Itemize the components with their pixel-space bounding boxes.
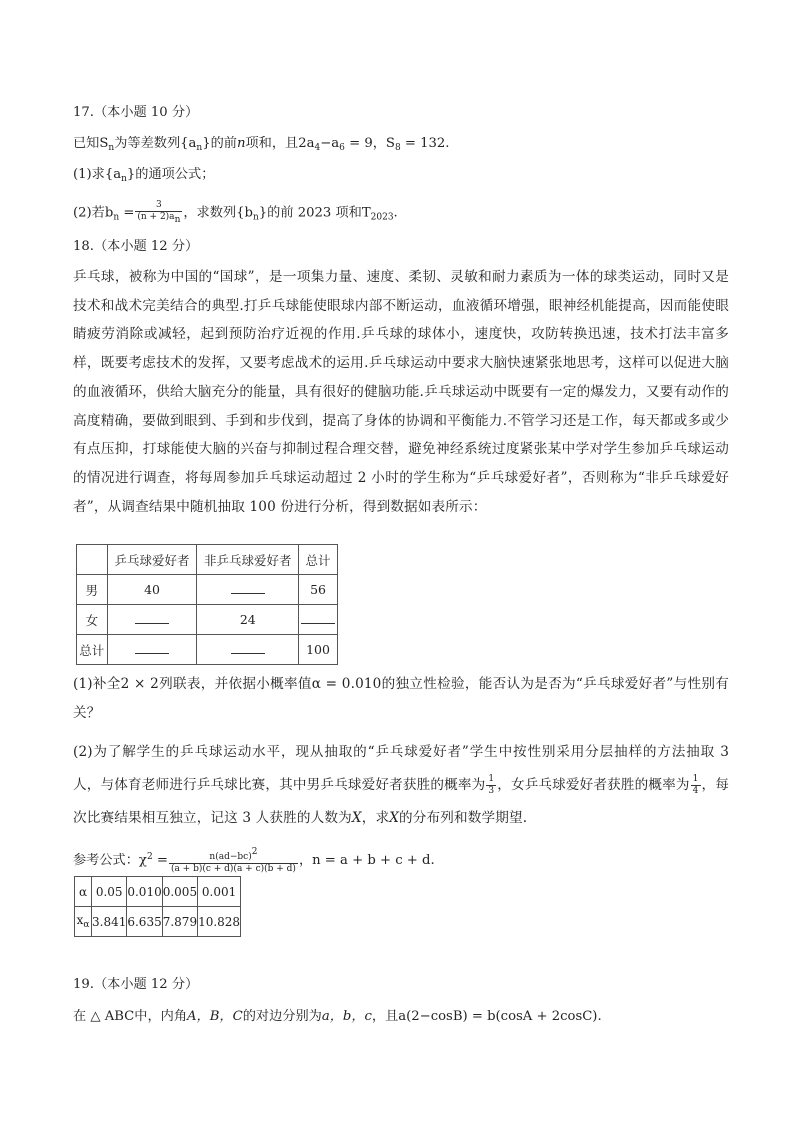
table-cell: 男 xyxy=(77,575,108,605)
table-cell: 6.635 xyxy=(127,907,162,937)
table-row xyxy=(77,575,338,605)
table-cell: 总计 xyxy=(77,635,108,665)
table-blank-cell xyxy=(197,635,299,665)
table-row xyxy=(75,877,241,907)
q17-stem: 已知$S_n$为等差数列$\{a_n\}$的前n项和，且$2a_4-a_6 = 9$，$S_8 = 132$. xyxy=(73,136,450,153)
q19-stem: 在 △ ABC中，内角A，B，C的对边分别为a，b，c，且a(2−cosB) = b(cosA + 2cosC). xyxy=(73,1009,602,1024)
table-row xyxy=(75,907,241,937)
table-cell: 非乒乓球爱好者 xyxy=(197,545,299,575)
q17-part1: (1)求$\{a_n\}$的通项公式； xyxy=(73,167,215,184)
q19-header: 19.（本小题 12 分） xyxy=(73,977,199,992)
fraction-one-third: $\frac{1}{3}$ xyxy=(488,774,495,796)
table-cell: 40 xyxy=(107,575,197,605)
reference-formula: 参考公式：$\chi^2$ = $\frac{n(ad-bc)^2}{(a + b)(c + d)(a + c)(b + d)}$ ，n = a + b + c + d. xyxy=(73,846,435,874)
table-cell: 7.879 xyxy=(162,907,197,937)
table-header-row xyxy=(77,545,338,575)
fill-blank xyxy=(135,643,169,654)
table-cell: $x_\alpha$ xyxy=(75,907,92,937)
table-cell: 56 xyxy=(299,575,338,605)
table-blank-cell xyxy=(197,575,299,605)
q18-part1: (1)补全2 × 2列联表，并依据小概率值α = 0.010的独立性检验，能否认为是否为“乒乓球爱好者”与性别有关？ xyxy=(73,676,729,721)
q17-part2: (2)若$b_n$ = $\frac{3}{(n + 2)a_n}$ ，求数列$\{b_n\}$的前 2023 项和$T_{2023}$. xyxy=(73,200,398,225)
table-cell: 3.841 xyxy=(92,907,127,937)
table-blank-cell xyxy=(107,635,197,665)
table-cell: α xyxy=(75,877,92,907)
table-cell: 0.010 xyxy=(127,877,162,907)
q18-paragraph: 乒乓球，被称为中国的“国球”，是一项集力量、速度、柔韧、灵敏和耐力素质为一体的球类运动，同时又是技术和战术完美结合的典型.打乒乓球能使眼球内部不断运动，血液循环增强，眼神经机能提高，因而能使眼睛疲劳消除或减轻，起到预防治疗近视的作用.乒乓球的球体小，速度快，攻防转换迅速，技术打法丰富多样，既要考虑技术的发挥，又要考虑战术的运用.乒乓球运动中要求大脑快速紧张地思考，这样可以促进大脑的血液循环，供给大脑充分的能量，具有很好的健脑功能.乒乓球运动中既要有一定的爆发力，又要有动作的高度精确，要做到眼到、手到和步伐到，提高了身体的协调和平衡能力.不管学习还是工作，每天都或多或少有点压抑，打球能使大脑的兴奋与抑制过程合理交替，避免神经系统过度紧张某中学对学生参加乒乓球运动的情况进行调查，将每周参加乒乓球运动超过 2 小时的学生称为“乒乓球爱好者”，否则称为“非乒乓球爱好者”，从调查结果中随机抽取 100 份进行分析，得到数据如表所示： xyxy=(73,269,729,515)
q17-fraction: $\frac{3}{(n + 2)a_n}$ xyxy=(137,200,181,225)
table-cell: 乒乓球爱好者 xyxy=(107,545,197,575)
fill-blank xyxy=(231,583,265,594)
table-cell: 0.001 xyxy=(198,877,241,907)
table-cell: 女 xyxy=(77,605,108,635)
table-cell: 总计 xyxy=(299,545,338,575)
table-cell: 0.005 xyxy=(162,877,197,907)
fill-blank xyxy=(231,643,265,654)
table-cell: 24 xyxy=(197,605,299,635)
table-cell: 10.828 xyxy=(198,907,241,937)
table-blank-cell xyxy=(107,605,197,635)
fill-blank xyxy=(135,613,169,624)
q18-header: 18.（本小题 12 分） xyxy=(73,239,199,254)
table-cell xyxy=(77,545,108,575)
critical-value-table xyxy=(74,876,241,937)
table-blank-cell xyxy=(299,605,338,635)
table-row xyxy=(77,635,338,665)
table-cell: 100 xyxy=(299,635,338,665)
chi-square-fraction: $\frac{n(ad-bc)^2}{(a + b)(c + d)(a + c)(b + d)}$ xyxy=(170,846,296,874)
q18-part2: (2)为了解学生的乒乓球运动水平，现从抽取的“乒乓球爱好者”学生中按性别采用分层抽样的方法抽取 3 人，与体育老师进行乒乓球比赛，其中男乒乓球爱好者获胜的概率为 $\frac{1}{3}$ ，女乒乓球爱好者获胜的概率为 $\frac{1}{4}$ ，每次比赛结果相互独立，记这 3 人获胜的人数为X，求X的分布列和数学期望. xyxy=(73,744,730,826)
q17-header: 17.（本小题 10 分） xyxy=(73,105,199,120)
contingency-table xyxy=(76,544,338,665)
fraction-one-fourth: $\frac{1}{4}$ xyxy=(692,774,699,796)
table-cell: 0.05 xyxy=(92,877,127,907)
fill-blank xyxy=(301,613,335,624)
table-row xyxy=(77,605,338,635)
